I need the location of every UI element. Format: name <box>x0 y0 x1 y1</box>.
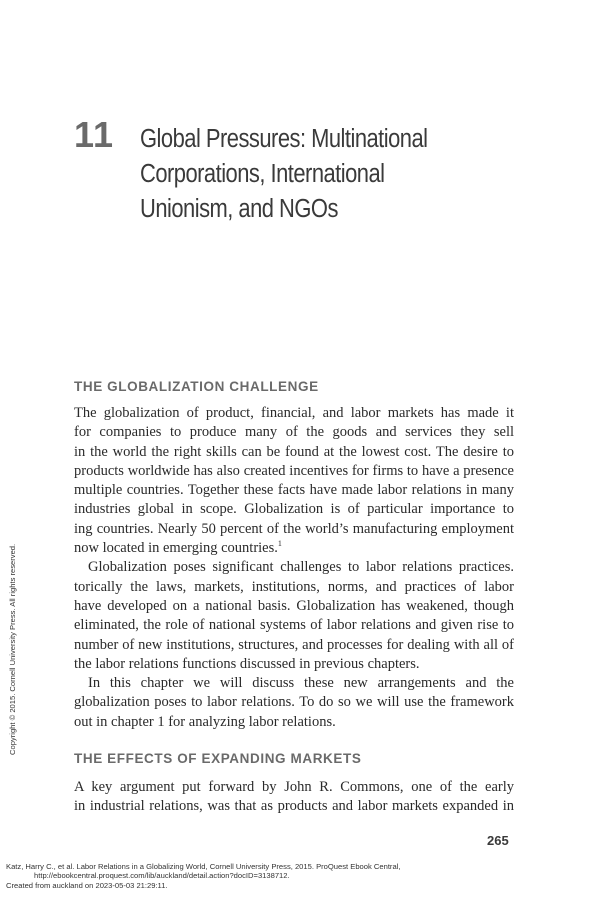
text-line: out in chapter 1 for analyzing labor relations. <box>74 713 336 730</box>
text-line: products worldwide has also created incentives for firms to have a presence <box>74 462 514 479</box>
text-line: the labor relations functions discussed in previous chapters. <box>74 655 420 672</box>
chapter-title-line: Global Pressures: Multinational <box>140 125 428 153</box>
text-line: eliminated, the role of national systems of labor relations and given rise to <box>74 617 514 634</box>
section-heading: THE GLOBALIZATION CHALLENGE <box>74 379 319 394</box>
text-line: A key argument put forward by John R. Commons, one of the early <box>74 779 514 795</box>
text-line: industries global in scope. Globalization is of particular importance to <box>74 501 514 518</box>
footer-link[interactable]: http://ebookcentral.proquest.com/lib/auckland/detail.action?docID=3138712. <box>34 871 290 881</box>
text-line: In this chapter we will discuss these new arrangements and the <box>88 675 514 692</box>
footnote-reference[interactable]: 1 <box>277 539 282 549</box>
text-line: number of new institutions, structures, and processes for dealing with all of <box>74 636 514 653</box>
section-heading: THE EFFECTS OF EXPANDING MARKETS <box>74 751 362 766</box>
text-line: ing countries. Nearly 50 percent of the world’s manufacturing employment <box>74 520 514 537</box>
text-line-with-footnote <box>74 539 514 558</box>
text-line: globalization poses to labor relations. To do so we will use the framework <box>74 694 514 711</box>
chapter-title-line: Unionism, and NGOs <box>140 195 338 223</box>
chapter-number: 11 <box>74 114 115 155</box>
text-line: torically the laws, markets, institutions, norms, and practices of labor <box>74 578 514 595</box>
copyright-notice: Copyright © 2015. Cornell University Press. All rights reserved. <box>8 543 17 755</box>
section-body <box>74 404 514 732</box>
text-line: in the world the right skills can be found at the lowest cost. The desire to <box>74 443 514 460</box>
page-number: 265 <box>487 833 509 848</box>
text-line: in industrial relations, was that as products and labor markets expanded in <box>74 798 514 815</box>
footer-line: Katz, Harry C., et al. Labor Relations in a Globalizing World, Cornell University Press, 2015. ProQuest Ebook Central, <box>6 862 401 871</box>
text-line: Globalization poses significant challenges to labor relations practices. <box>88 559 514 576</box>
citation-footer <box>6 862 401 890</box>
chapter-title <box>140 122 467 227</box>
section-body <box>74 778 514 817</box>
chapter-title-line: Corporations, International <box>140 160 385 188</box>
text-line: multiple countries. Together these facts have made labor relations in many <box>74 482 514 499</box>
footer-line: Created from auckland on 2023-05-03 21:29:11. <box>6 880 168 890</box>
text-line: The globalization of product, financial, and labor markets has made it <box>74 405 514 421</box>
text-line: for companies to produce many of the goods and services they sell <box>74 424 514 441</box>
text-line: have developed on a national basis. Globalization has weakened, though <box>74 597 514 614</box>
text-line: now located in emerging countries. <box>74 540 278 557</box>
